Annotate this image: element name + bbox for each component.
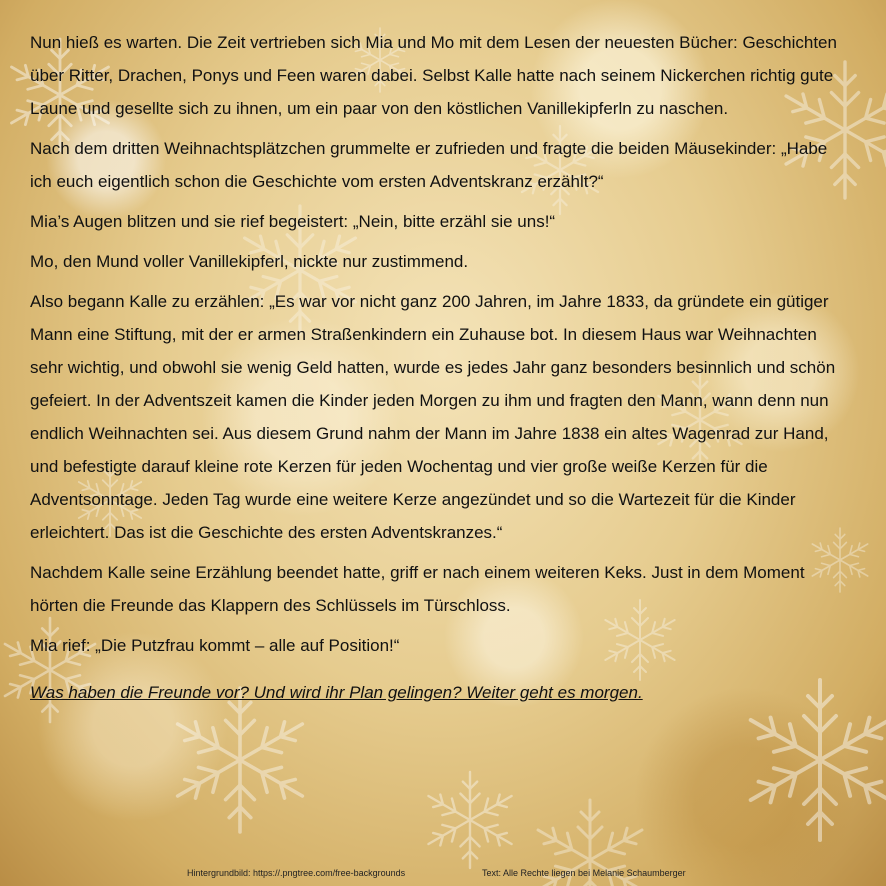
story-paragraph-6: Nachdem Kalle seine Erzählung beendet hatte, griff er nach einem weiteren Keks. Just in dem Moment hörten die Freunde das Klappern des Schlüssels im Türschloss. xyxy=(30,563,805,615)
snowflake-icon xyxy=(424,772,517,868)
teaser-question: Was haben die Freunde vor? Und wird ihr Plan gelingen? Weiter geht es morgen. xyxy=(30,683,643,702)
story-paragraph-1: Nun hieß es warten. Die Zeit vertrieben sich Mia und Mo mit dem Lesen der neuesten Bücher: Geschichten über Ritter, Drachen, Ponys und Feen waren dabei. Selbst Kalle hatte nach seinem Nickerchen richtig gute Laune und gesellte sich zu ihnen, um ein paar von den köstlichen Vanillekipferln zu naschen. xyxy=(30,33,837,118)
story-paragraph-5: Also begann Kalle zu erzählen: „Es war vor nicht ganz 200 Jahren, im Jahre 1833, da gründete ein gütiger Mann eine Stiftung, mit der er armen Straßenkindern ein Zuhause bot. In diesem Haus war Weihnachten sehr wichtig, und obwohl sie wenig Geld hatten, wurde es jedes Jahr ganz besonders besinnlich und schön gefeiert. In der Adventszeit kamen die Kinder jeden Morgen zu ihm und fragten den Mann, wann denn nun endlich Weihnachten sei. Aus diesem Grund nahm der Mann im Jahre 1838 ein altes Wagenrad zur Hand, und befestigte darauf kleine rote Kerzen für jeden Wochentag und vier große weiße Kerzen für die Adventsonntage. Jeden Tag wurde eine weitere Kerze angezündet und so die Wartezeit für die Kinder erleichtert. Das ist die Geschichte des ersten Adventskranzes.“ xyxy=(30,292,836,542)
text-credit: Text: Alle Rechte liegen bei Melanie Schaumberger xyxy=(482,868,686,878)
story-paragraph-3: Mia’s Augen blitzen und sie rief begeistert: „Nein, bitte erzähl sie uns!“ xyxy=(30,212,556,231)
story-paragraph-2: Nach dem dritten Weihnachtsplätzchen grummelte er zufrieden und fragte die beiden Mäusekinder: „Habe ich euch eigentlich schon die Geschichte vom ersten Adventskranz erzählt?“ xyxy=(30,139,828,191)
story-text xyxy=(30,26,842,716)
credits-footer xyxy=(0,868,886,882)
story-paragraph-7: Mia rief: „Die Putzfrau kommt – alle auf Position!“ xyxy=(30,636,400,655)
story-paragraph-4: Mo, den Mund voller Vanillekipferl, nickte nur zustimmend. xyxy=(30,252,469,271)
background-credit: Hintergrundbild: https://.pngtree.com/free-backgrounds xyxy=(187,868,406,878)
